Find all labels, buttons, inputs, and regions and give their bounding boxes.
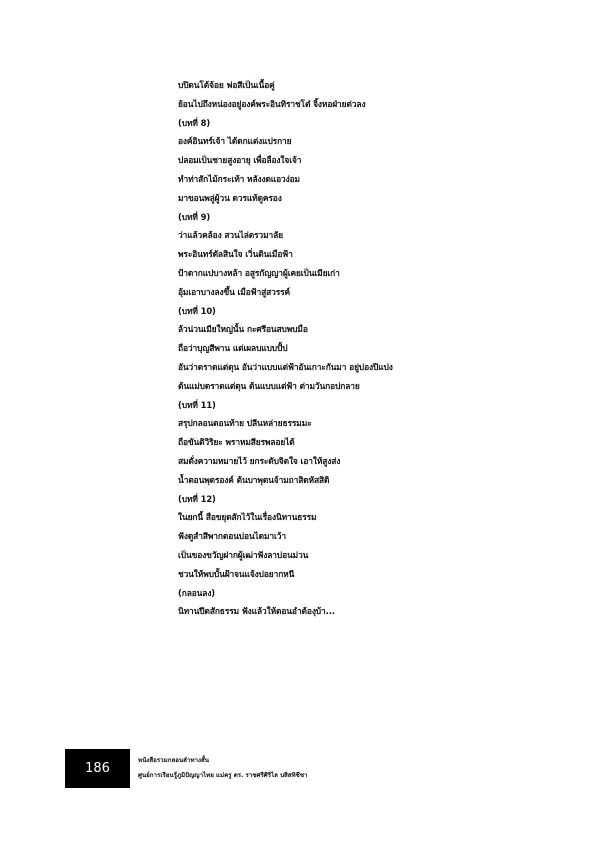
poem-line: ต้นแม่บดราดแต่ดุน ต้นแบบแต่ฟ้า ต่ามวันกอบ่กลาย [178, 380, 360, 391]
section-heading: (บทที่ 11) [178, 399, 216, 410]
section-heading: (กลอนลง) [178, 587, 216, 598]
poem-line: บปิดนโต้จ้อย ฟอสีเป็นเนื้อคู่ [178, 80, 275, 90]
poem-text-block [178, 76, 478, 621]
poem-line: ในยกนี้ สือขยุดสักไว้ในเรื่องนิทานธรรม [178, 512, 317, 523]
footer-credit: ศูนย์การเรียนรู้ภูมิปัญญาไทย แม่ครู ดร. ราชศรีศิริไล บสิสทิชีชา [138, 772, 308, 779]
poem-line: น้ำตอนพุดรองค์ ต้นบาพุดนจ้ามถาสิดหัสสิดิ [178, 474, 330, 485]
section-heading: (บทที่ 9) [178, 211, 211, 222]
poem-line: ย้อนไปถึงหน่องอยู่องค์พระอินทิราชโต๋ จิ้งหอฝ่ายต่วลง [178, 98, 366, 109]
poem-line: สมดั่งความหมายไว้ ยกระดับจิตใจ เอาให้สูงส่ง [178, 455, 341, 466]
poem-line: พระอินทร์ดัลสินใจ เวิ่นดินเมือฟ้า [178, 249, 293, 260]
poem-line: ชวนให้พบบั้นฝ้าจนแจ้งบ่อยากหนี [178, 568, 295, 579]
poem-line: ว่าแล้วคล้อง สวนไล่ตรวมาลัย [178, 230, 283, 241]
poem-line: องค์อินทร์เจ้า ได้ดกแต่งแปรกาย [178, 136, 292, 147]
poem-line: อุ้มเอาบางลงขึ้น เมือฟ้าสู่สวรรค์ [178, 286, 291, 297]
footer-text [138, 753, 468, 783]
poem-line: ล้วน่วนเมียใหญ่นั้น กะศรีอนสบพบมือ [178, 324, 308, 335]
poem-line: ทำท่าสักไม้กระเท้า หลังงดแอวง่อม [178, 173, 300, 184]
poem-line: ป้าดากแปบางหล้า อสูรกัญญาผู้เคยเป็นเมียเก่า [178, 267, 340, 278]
footer-book-title: หนังสือรวมกลอนลำทางสั้น [138, 757, 210, 764]
page-number: 186 [65, 749, 130, 788]
poem-line: มาขอนพลู่ผู้วน ดวรแท้ดูครอง [178, 192, 282, 203]
page-footer [65, 749, 485, 788]
section-heading: (บทที่ 12) [178, 493, 216, 504]
poem-line: เป็นของขวัญฝากผู้เฒ่าฟังลาบ่อนม่วน [178, 549, 309, 560]
section-heading: (บทที่ 10) [178, 305, 216, 316]
poem-line: นิทานปีดสักธรรม ฟังแล้วให้ตอนอำต้องุบ้า... [178, 606, 335, 617]
poem-line: ฟังดูสำสีพากตอนบ่อนไดมาเว้า [178, 531, 286, 542]
section-heading: (บทที่ 8) [178, 117, 211, 128]
poem-line: ถือว่าบุญสีพาน แต่เผลบแบบปั้ป [178, 343, 288, 354]
poem-line: ปลอมเป็นชายสูงอายุ เพื่อลืองใจเจ้า [178, 155, 302, 166]
poem-line: อันว่าดราดแต่ดุน อันว่าแบบแต่ฟ้าอันเกาะกันมา อยู่บ่องปิแปง [178, 361, 393, 372]
poem-line: ถือขันติวิริยะ พราหมสียรพลอยได้ [178, 437, 295, 448]
poem-line: สรุปกลอนตอนท้าย ปลีนหล่ายธรรมมะ [178, 418, 312, 429]
